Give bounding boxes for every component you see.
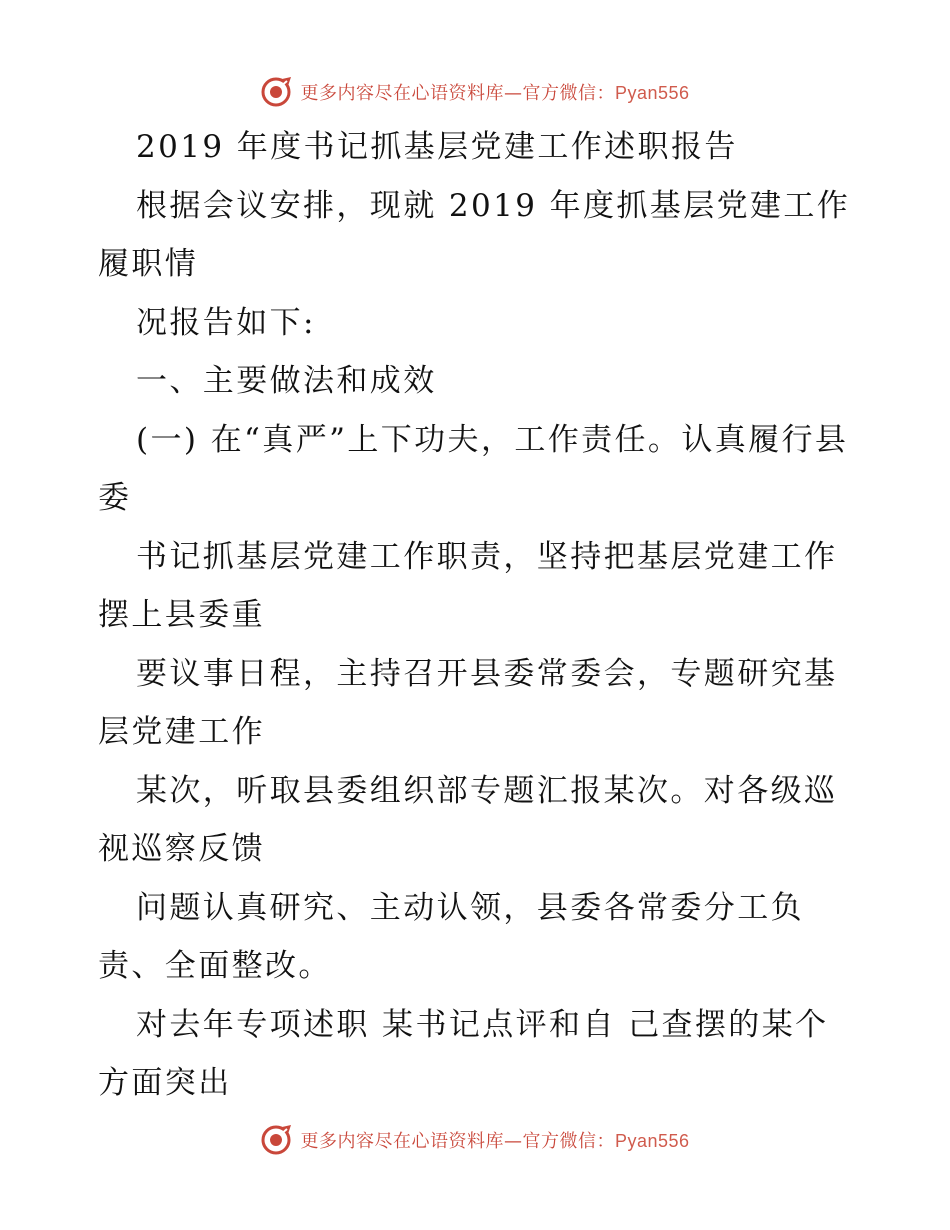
watermark-separator: — xyxy=(503,1131,523,1152)
paragraph: 根据会议安排，现就 2019 年度抓基层党建工作履职情 xyxy=(98,187,851,282)
paragraph: 问题认真研究、主动认领，县委各常委分工负责、全面整改。 xyxy=(98,889,804,984)
paragraph: 要议事日程，主持召开县委常委会，专题研究基层党建工作 xyxy=(98,655,838,750)
watermark-official-label: 官方微信： xyxy=(522,1131,615,1152)
watermark-footer xyxy=(0,1120,950,1160)
watermark-header xyxy=(0,72,950,112)
watermark-official-label: 官方微信： xyxy=(522,83,615,104)
document-body xyxy=(98,118,858,1113)
paragraph: (一) 在“真严”上下功夫，工作责任。认真履行县委 xyxy=(98,421,849,516)
watermark-brand: 更多内容尽在心语资料库 xyxy=(300,1131,504,1152)
watermark-separator: — xyxy=(503,83,523,104)
paragraph: 某次，听取县委组织部专题汇报某次。对各级巡视巡察反馈 xyxy=(98,772,838,867)
paragraph: 对去年专项述职 某书记点评和自 己查摆的某个方面突出 xyxy=(98,1006,829,1101)
pen-logo-icon xyxy=(260,1123,294,1157)
watermark-wechat-id: Pyan556 xyxy=(614,1131,690,1151)
watermark-wechat-id: Pyan556 xyxy=(614,83,690,103)
section-heading: 一、主要做法和成效 xyxy=(136,363,437,399)
document-title: 2019 年度书记抓基层党建工作述职报告 xyxy=(136,129,738,165)
paragraph: 书记抓基层党建工作职责，坚持把基层党建工作摆上县委重 xyxy=(98,538,838,633)
paragraph: 况报告如下: xyxy=(136,304,316,341)
pen-logo-icon xyxy=(260,75,294,109)
watermark-brand: 更多内容尽在心语资料库 xyxy=(300,83,504,104)
